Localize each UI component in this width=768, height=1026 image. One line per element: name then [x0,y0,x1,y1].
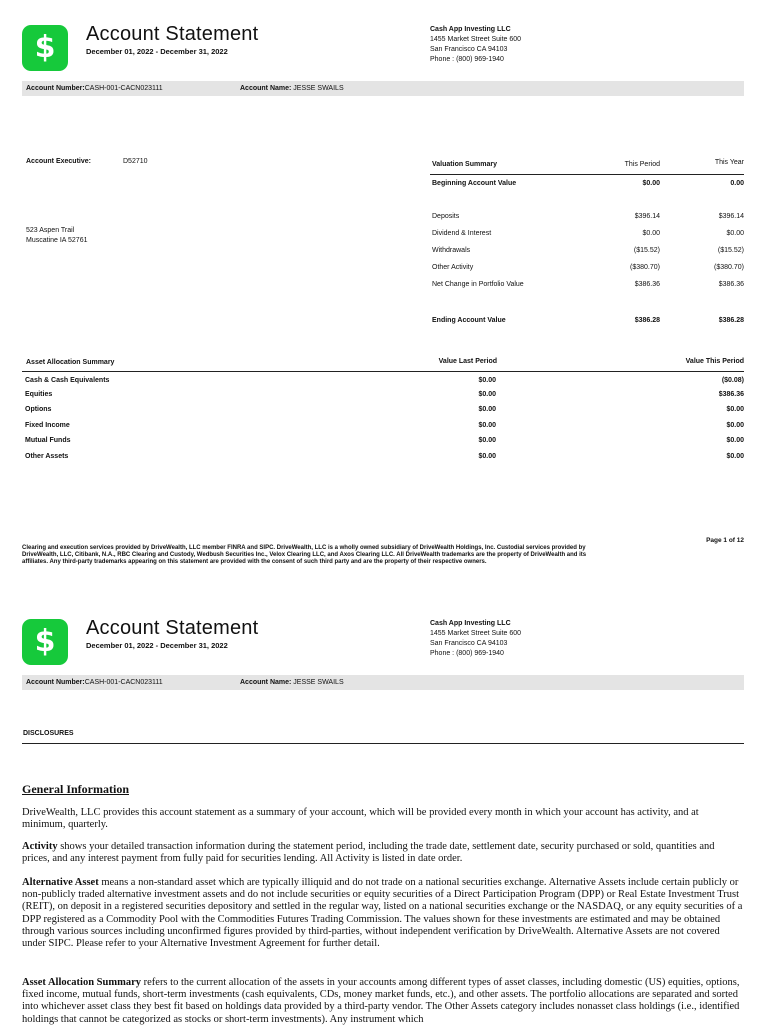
allocation-row: Fixed Income [25,422,70,429]
beginning-label: Beginning Account Value [432,180,517,187]
valuation-cell: $386.36 [718,281,744,288]
allocation-cell: $0.00 [478,453,496,460]
company-street: 1455 Market Street Suite 600 [430,36,522,43]
account-bar [22,675,744,690]
statement-period: December 01, 2022 - December 31, 2022 [86,47,228,56]
disclosures-heading: DISCLOSURES [23,730,74,737]
company-name: Cash App Investing LLC [430,620,511,627]
ending-period: $386.28 [634,317,660,324]
statement-title: Account Statement [86,617,259,639]
valuation-row: Withdrawals [432,247,471,254]
allocation-row: Equities [25,391,53,398]
account-name: Account Name: JESSE SWAILS [240,85,344,92]
asset-allocation-paragraph: Asset Allocation Summary refers to the current allocation of the assets in your accounts among different types of asset classes, including domestic (US) equities, options, fixed income, mutual funds, short-term investments (cash equivalents, CDs, money market funds, etc.), and other assets. The portfolio allocations are separated and sorted into whichever asset class they best fit based on holdings data provided by a third-party vendor. The Other Assets category includes nonasset class holdings (i.e., identified holdings that cannot be categorized as stocks or short-term investments). Any instrument which [22,977,740,1025]
valuation-cell: $396.14 [718,213,744,220]
valuation-row: Dividend & Interest [432,230,492,237]
account-bar [22,81,744,96]
valuation-cell: ($15.52) [633,247,660,254]
allocation-row: Options [25,406,52,413]
cash-app-logo [22,619,68,665]
dollar-icon: $ [34,30,56,65]
fine-print: Clearing and execution services provided by DriveWealth, LLC member FINRA and SIPC. DriveWealth, LLC is a wholly owned subsidiary of DriveWealth Holdings, Inc. Custodial services provided by DriveWealth, LLC, Citibank, N.A., RBC Clearing and Custody, Wedbush Securities Inc., Velox Clearing LLC, and Axos Clearing LLC. All DriveWealth trademarks are the property of DriveWealth and its affiliates. Any third-party trademarks appearing on this statement are provided with the consent of such third party and are the property of their respective owners. [22,545,587,565]
allocation-row: Mutual Funds [25,437,71,444]
col-value-this-period: Value This Period [685,358,744,365]
col-this-year: This Year [714,159,744,166]
alternative-asset-paragraph: Alternative Asset means a non-standard asset which are typically illiquid and do not trade on a national securities exchange. Alternative Assets include certain publicly or non-publicly traded alternative investment assets and do not include securities or equity securities of a Direct Participation Program (DPP) or Real Estate Investment Trust (REIT), on deposit in a registered securities depository and settled in the regular way, listed on a national securities exchange or the NASDAQ, or any equity securities of a DPP registered as a Commodity Pool with the Commodities Futures Trading Commission. The values shown for these investments are estimated and may be obtained through various sources including unconfirmed figures provided by third-parties, without independent verification by DriveWealth. Alternative Assets are not covered under SIPC. Please refer to your Alternative Investment Agreement for further detail. [22,877,743,950]
valuation-divider [430,174,744,175]
allocation-cell: ($0.08) [721,377,744,384]
valuation-title: Valuation Summary [432,161,497,168]
allocation-cell: $0.00 [726,422,744,429]
allocation-cell: $0.00 [478,391,496,398]
valuation-row: Deposits [432,213,460,220]
allocation-cell: $0.00 [478,406,496,413]
col-last-period: Value Last Period [438,358,497,365]
company-phone: Phone : (800) 969-1940 [430,650,504,657]
valuation-cell: $0.00 [726,230,744,237]
company-city: San Francisco CA 94103 [430,46,508,53]
allocation-cell: $0.00 [726,437,744,444]
valuation-cell: ($15.52) [717,247,744,254]
valuation-cell: $386.36 [634,281,660,288]
executive-label: Account Executive: [26,158,91,165]
intro-paragraph: DriveWealth, LLC provides this account statement as a summary of your account, which will be provided every month in which your account has activity, and at minimum, quarterly. [22,807,699,831]
allocation-cell: $0.00 [478,422,496,429]
company-address [430,619,521,659]
company-name: Cash App Investing LLC [430,26,511,33]
valuation-row: Net Change in Portfolio Value [432,281,524,288]
statement-title: Account Statement [86,23,259,45]
allocation-cell: $0.00 [726,453,744,460]
company-address [430,25,521,65]
ending-year: $386.28 [718,317,744,324]
account-number: Account Number:CASH-001-CACN023111 [26,679,163,686]
allocation-cell: $0.00 [478,437,496,444]
statement-period: December 01, 2022 - December 31, 2022 [86,641,228,650]
allocation-title: Asset Allocation Summary [26,359,115,366]
general-information-heading: General Information [22,782,129,796]
cash-app-logo [22,25,68,71]
allocation-cell: $0.00 [726,406,744,413]
ending-label: Ending Account Value [432,317,506,324]
company-street: 1455 Market Street Suite 600 [430,630,522,637]
col-this-period: This Period [624,161,660,168]
valuation-cell: ($380.70) [714,264,744,271]
allocation-row: Other Assets [25,453,69,460]
allocation-cell: $0.00 [478,377,496,384]
company-city: San Francisco CA 94103 [430,640,508,647]
account-number: Account Number:CASH-001-CACN023111 [26,85,163,92]
account-name: Account Name: JESSE SWAILS [240,679,344,686]
allocation-cell: $386.36 [718,391,744,398]
beginning-period: $0.00 [642,180,660,187]
valuation-row: Other Activity [432,264,474,271]
disclosures-divider [22,743,744,744]
allocation-divider [22,371,744,372]
valuation-cell: ($380.70) [630,264,660,271]
page-number: Page 1 of 12 [706,537,744,544]
company-phone: Phone : (800) 969-1940 [430,56,504,63]
beginning-year: 0.00 [730,180,744,187]
executive-value: D52710 [123,158,148,165]
client-address: 523 Aspen Trail Muscatine IA 52761 [26,227,88,244]
dollar-icon: $ [34,624,56,659]
allocation-row: Cash & Cash Equivalents [25,377,110,384]
activity-paragraph: Activity shows your detailed transaction information during the statement period, including the trade date, settlement date, security purchased or sold, quantities and prices, and any interest payment from fully paid for securities lending. All Activity is listed in date order. [22,841,715,865]
valuation-cell: $0.00 [642,230,660,237]
valuation-cell: $396.14 [634,213,660,220]
